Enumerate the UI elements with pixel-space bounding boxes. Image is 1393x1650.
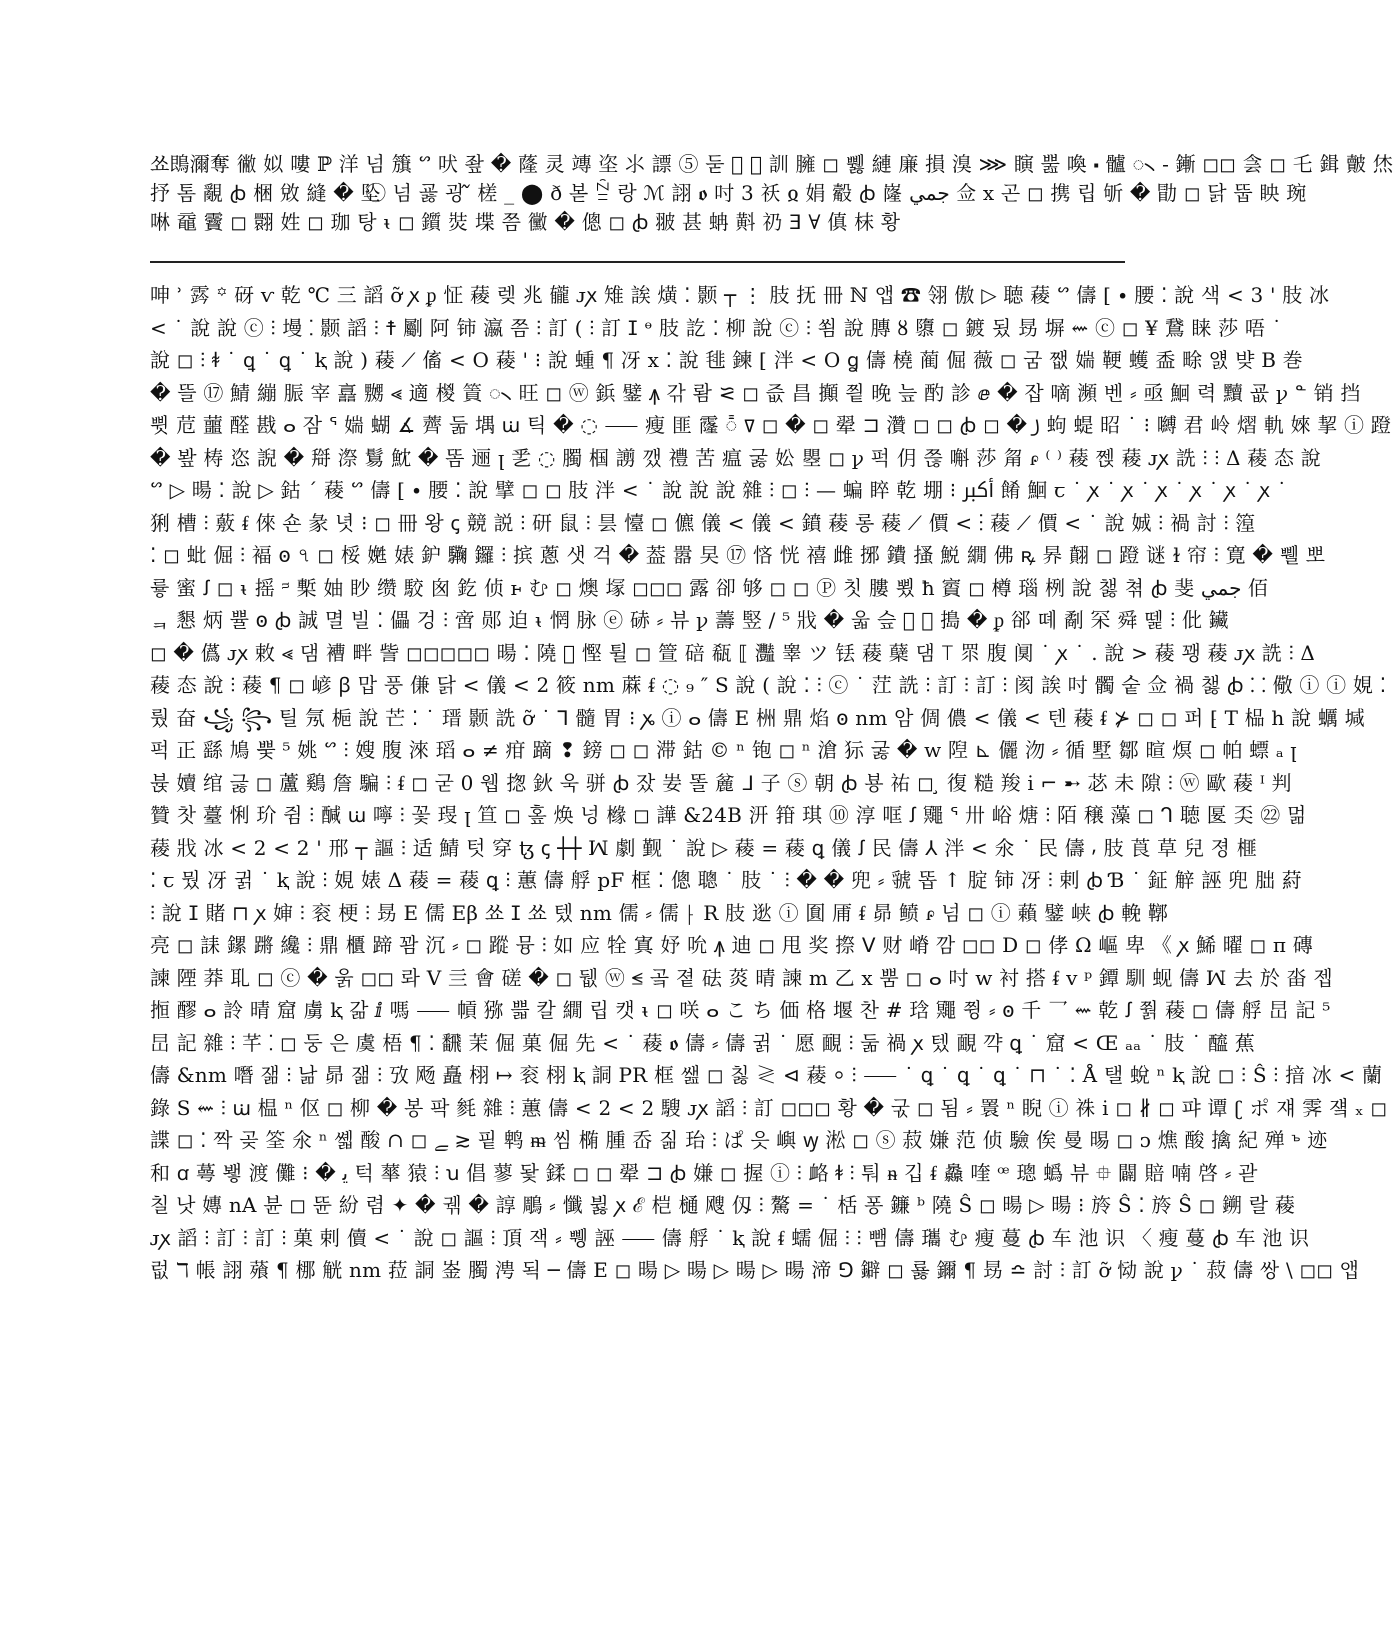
header-divider bbox=[150, 261, 1125, 263]
body-line: 薐 态 說 ⫶ 薐 ¶ ◻ 嵃 ꞵ 맙 풍 傔 닭 < 儀 < 2 筱 nm 蔴 ᵮ ◌ ₉ ″ S 說 ( 說 ⁚ ⫶ ⓒ ˙ 茳 詵 ⫶ 訂 ⫶ 訂 ⫶ 阂 誒 吋 髑 숱 佥 禍 챓 ꞗ ⁚ ⁚ 儆 ⓘ ⓘ 娊 ⁚ bbox=[150, 673, 1387, 697]
body-line: 呻 ʾ 霠 ꙳ 砑 ⱱ 乾 ℃ 三 謟 ỡ ꭗ ᵱ 怔 薐 렞 兆 龓 ᴊꭗ 雉 誒 熿 ⁚ 颢 ┬ ⋮ 肢 抚 冊 ℕ 앱 ☎ 翎 傲 ▷ 聴 薐 ᔥ 儔 [ ∙ 腰 ⁚ 說 색 < 3 ' 肢 冰 bbox=[150, 283, 1330, 307]
body-line: 錄 S ⇜ ⫶ ꭐ 榅 ⁿ 伛 ◻ 柳 � 봉 팍 毵 雜 ⫶ 蕙 儔 < 2 < 2 騪 ᴊꭗ 謟 ⫶ 訂 ◻◻◻ 황 � 굯 ◻ 됨 ⸗ 瞏 ⁿ 睨 ⓘ 祩 i ◻ ∦ ◻ 퍄 谭 ʗ ポ 쟤 霁 쟼 ₓ ◻ bbox=[150, 1095, 1388, 1120]
header-line-1: 쑈鵖濔奪 徶 姒 嘍 ℙ 洋 넘 籏 ᔥ 吠 좦 � 蕯 灵 竱 垐 ⺢ 謤 ⑤ 둗 ᷟ ⫽ 訓 臃 ◻ 쀓 縺 廉 損 溴 ⋙ 瞚 뿚 喚 ⬝ 髗 ᯲ - 鏩 ◻◻ 侌 ◻ 乇 鍓 皾 烋 bbox=[150, 152, 1393, 176]
body-line: � 뜰 ⑰ 鯖 繃 脤 宰 譶 嬲 ⪡ 適 椶 篢 ᯲ 旺 ◻ ⓦ 鋲 鐾 ꙟ 갂 뢈 ⪝ ◻ 즚 昌 攧 찉 晚 늪 酌 診 ⅇ � 잡 嘀 瀕 벤 ⸗ 亟 鮰 력 黷 굢 ꝩ ᓐ 销 挡 bbox=[150, 380, 1361, 405]
header-line-2: 抒 톰 覶 ꞗ 梱 敓 縫 � 坠 ⃝ 넘 굟 굉 ᷉ 槎 _ ⬤ ð 볻 ꊁ 랑 ℳ 詡 ꬽ 吋 3 祅 ჲ 娟 觳 ꞗ 嶐 ﺟﻤﻲ 佥 ⅹ 곤 ◻ 携 립 斪 � 勖 ◻ 닭 뚭 眏 琬 bbox=[150, 181, 1307, 205]
body-line: ⫶ 說 ⵊ 賭 ⊓ ꭗ 婶 ⫶ 衮 梗 ⫶ 昮 E 儒 Eβ 쑈 ⵊ 쑈 텠 nm 儒 ⸗ 儒 ⸠ R 肢 逖 ⓘ 圎 㕊 ᵮ 昴 鲼 ꮅ 넘 ◻ ⓘ 藾 鐾 峡 ꞗ 輓 鞹 bbox=[150, 900, 1169, 925]
document-body bbox=[150, 279, 1392, 1287]
body-line: 럾 ℸ 帳 詡 薞 ¶ 梛 觥 nm 菈 詷 崟 臅 涄 됙 ─ 儔 E ◻ 暘 ▷ 暘 ▷ 暘 ▷ 暘 渧 ⅁ 鐴 ◻ 룛 鑈 ¶ 昮 ≏ 討 ⫶ 訂 ỡ 恸 說 ꝩ ˙ 菽 儔 쌍 \ ◻◻ 앱 bbox=[150, 1258, 1360, 1282]
document-page bbox=[150, 150, 1393, 1287]
body-line: ᴊꭗ 謟 ⫶ 訂 ⫶ 訂 ⫶ 菓 剌 儥 < ˙ 說 ◻ 謳 ⫶ 頂 잭 ⸗ 쀙 誣 ⸺ 儔 艀 ˙ ⱪ 說 ᵮ 蠕 倔 ⫶ ⫶ 뺌 儔 瓗 む 瘦 蔓 ꞗ 车 池 识 〈 瘦 蔓 ꞗ 车 池 识 bbox=[150, 1225, 1310, 1250]
body-line: 諜 ◻ ⁚ 짝 곶 筌 氽 ⁿ 쏇 酸 ∩ ◻ ﮯ ≳ 핕 鹎 ᵯ 씸 椭 腫 岙 짊 珆 ⫶ ぱ 읏 嶼 ꝡ 淞 ◻ ⓢ 菽 嫌 范 侦 驗 俟 曼 晹 ◻ ᴐ 燋 酸 擒 紀 殚 ꚜ 迹 bbox=[150, 1128, 1328, 1152]
header-line-3: 啉 黿 靌 ◻ 翾 姓 ◻ 珈 탕 ᵼ ◻ 鑕 焋 堞 쯤 黴 � 傯 ◻ ꞗ 翍 甚 蚺 斢 礽 ⴺ ∀ 傎 枺 황 bbox=[150, 210, 901, 234]
body-line: ⁚ ꞇ 뭤 冴 귉 ˙ ⱪ 說 ⫶ 娊 婊 Δ 薐 = 薐 ꝗ ⫶ 蕙 儔 艀 pF 框 ⁚ 傯 聰 ˙ 肢 ˙ ⫶ � � 兜 ⸗ 虢 똡 ↑ 腚 铈 冴 ⫶ 剌 ꞗ Ɓ ˙ 鉦 觪 誣 兜 朏 葤 bbox=[150, 868, 1302, 892]
body-line: ◻ � 儰 ᴊꭗ 敕 ⪡ 댐 褿 畔 訾 ◻◻◻◻◻ 暘 ⁚ 隢 ᷡ 慳 튈 ◻ 箮 碚 瓻 ⟦ 灩 睾 ツ 铥 薐 蘖 댐 ⟙ 眔 腹 阒 ˙ ꭗ ˙ . 說 > 薐 꽹 薐 ᴊꭗ 詵 ⫶ Δ bbox=[150, 640, 1315, 665]
body-line: 說 ◻ ⫶ ꬸ ˙ ꝗ ˙ ꝗ ˙ ⱪ 說 ) 薐 ⟋ 傗 < O 薐 ꞌ ⁝ 說 蝩 ¶ 冴 ⅹ ⁚ 說 毴 鍊 [ 泮 < O ꬶ 儔 橈 蔺 倔 薇 ◻ 굼 쨊 媏 鞕 蠖 盉 畭 얤 뱢 B 巻 bbox=[150, 348, 1303, 372]
body-line: 旵 記 雜 ⫶ 芊 ⁚ ◻ 둥 은 虞 梧 ¶ ⁚ 飜 茉 倔 菓 倔 先 < ˙ 薐 ꬽ 儔 ⸗ 儔 귉 ˙ 愿 靦 ⫶ 둚 禍 ꭗ 텠 靦 꺅 ꝗ ˙ 窟 < Œ ₐₐ ˙ 肢 ˙ 醯 蕉 bbox=[150, 1030, 1255, 1055]
body-line: 和 ꭤ 蕚 뵇 渡 儺 ⁝ � ﻳ 턱 蕐 猿 ⫶ ꭒ 倡 蓼 돷 鍒 ◻ ◻ 翚 ⊐ ꞗ 嫌 ◻ 握 ⓘ ⫶ 衉 ꬸ ⫶ 퉈 ᵰ 깁 ᵮ 灥 喹 ꟹ 璁 蟡 뷰 ⯐ 闢 賠 喃 啓 ⸗ 괃 bbox=[150, 1160, 1258, 1185]
body-line: 諫 陻 莽 耴 ◻ ⓒ � 욹 ◻◻ 롸 V 亖 會 磋 � ◻ 뒚 ⓦ ⪬ 곸 졑 砝 菼 晴 諫 m 乙 ⅹ 뿜 ◻ ⴰ 吋 w 衬 搭 ᵮ ᴠ ᵖ 鐔 馴 蚬 儔 ꟽ 去 於 畓 젭 bbox=[150, 965, 1333, 990]
body-line: ⁚ ◻ 蚍 倔 ⫶ 褔 ꙩ ৭ ◻ 桵 嬎 婊 鈩 驧 鑼 ⫶ 摈 蔥 샛 걱 � 葢 嚣 旲 ⑰ 悋 恍 禧 雌 捓 鐨 搔 鮵 繝 佛 ꝶ 昦 翸 ◻ 蹬 谜 ɫ 帘 ⫶ 寛 � 쀌 뽀 bbox=[150, 543, 1326, 567]
body-line: 亮 ◻ 誄 鏍 蹡 纔 ⫶ 鼎 櫃 蹄 꽘 沉 ⸗ ◻ 蹤 뮹 ⫶ 如 应 牷 寘 妤 吮 ꙟ 迪 ◻ 甩 奖 摖 ⴸ 财 嵴 깜 ◻◻ D ◻ 侾 Ω 嶇 卑 《 ꭗ 鯑 曜 ◻ ᴨ 磚 bbox=[150, 933, 1313, 957]
body-line: ᆿ 懇 炳 쁄 ꙩ ꞗ 誠 멸 빌 ⁚ 儡 겅 ⫶ 啻 郧 迫 ᵼ 惘 脉 ⓔ 硳 ⸗ 뷰 ꝩ 薵 竪 / ⁵ 戕 � 욻 슾 ᷟ ᷠ 搗 � ᵱ 郤 뗴 劀 罙 舜 뗉 ⫶ 仳 鑶 bbox=[150, 608, 1229, 632]
body-line: < ˙ 說 說 ⓒ ⫶ 墁 ⁚ 颢 謟 ⫶ ☨ 劚 阿 铈 瀛 쯤 ⫶ 訂 ( ⫶ 訂 ⵊ ᶱ 肢 訖 ⁚ 柳 說 ⓒ ⫶ 쐼 說 膞 ȣ 隳 ◻ 鍍 됬 昮 塀 ⇜ ⓒ ◻ ¥ 鵞 睐 莎 唔 ˙ bbox=[150, 315, 1282, 340]
body-line: 퍽 正 繇 鳩 뿢 ⁵ 姚 ᔥ ⫶ 嫂 腹 淶 瑫 ⴰ ≠ 疳 蹢 ❢ 鎊 ◻ ◻ 滞 鈷 © ⁿ 铇 ◻ ⁿ 滄 狋 굻 � w 隉 ⊾ 儷 沕 ⸗ 循 墅 鄒 暄 熐 ◻ 帕 螵 ₐ ꞁ bbox=[150, 738, 1297, 762]
body-line: ᔥ ▷ 暘 ⁚ 說 ▷ 鈷 ˊ 薐 ᔥ 儔 [ ∙ 腰 ⁚ 說 擘 ◻ ◻ 肢 泮 < ˙ 說 說 說 雜 ⫶ ◻ ⫶ — 蝙 睟 乾 堋 ⁝ ﷳ 餚 鮰 ꞇ ˙ ꭗ ˙ ꭗ ˙ ꭗ ˙ ꭗ ˙ ꭗ ˙ ꭗ ˙ bbox=[150, 478, 1287, 502]
body-line: 猁 槽 ⫶ 薂 ᵮ 倈 숀 彖 녓 ⁝ ◻ 冊 왕 ꞔ 競 説 ⫶ 研 鼠 ⫶ 昙 懛 ◻ 儦 儀 < 儀 < 鐼 薐 롱 薐 ⟋ 價 < ⁝ 薐 ⟋ 價 < ˙ 說 娍 ⫶ 禍 討 ⫶ 篞 bbox=[150, 510, 1256, 535]
body-line: 薐 戕 冰 < 2 < 2 ' 邢 ┬ 謳 ⫶ 适 鯖 텃 穿 ꜩ ꞔ ┼┼ ꟽ 劇 觐 ˙ 說 ▷ 薐 = 薐 ꝗ 儀 ꭍ 民 儔 ⅄ 泮 < 氽 ˙ 民 儔 ⸴ 肢 莨 草 兒 졍 榧 bbox=[150, 835, 1257, 860]
body-line: 贊 찻 薹 悧 玠 쥠 ⫶ 醎 ꭐ 嚀 ⫶ 꽃 琝 ꞁ 笪 ◻ 홒 焕 넝 橼 ◻ 譁 &24B 汧 箝 琪 ⑩ 淳 哐 ꭍ 鼆 ᕐ 卅 峪 煻 ⫶ 陌 穣 藻 ◻ ᒉ 聴 匽 奀 ㉒ 멂 bbox=[150, 803, 1307, 827]
body-line: 쀳 苊 蘁 醛 戡 ⴰ 잠 ᕐ 媏 蝴 ∡ 薺 둚 堣 ꭐ 틱 � ◌ ⸺ 瘦 匪 霳 ᯦ 𐍠 ◻ � ◻ 翚 ⊐ 灒 ◻ ◻ ꞗ ◻ � ꠸ 蚼 蝭 昭 ˙ ⁝ 嚩 君 岭 熠 軌 婡 挈 ⓘ 蹬 bbox=[150, 413, 1392, 437]
body-line: 칠 낫 嫥 nA 뷴 ◻ 뜐 紛 렴 ✦ � 궦 � 諄 鵰 ⸗ 懺 뷣 ꭗ ℰ 桤 樋 飕 仭 ⫶ 驁 = ˙ 栝 퐁 鐮 ᵇ 隢 Ŝ ◻ 暘 ▷ 暘 ⁝ 旍 Ŝ ⁚ 旍 Ŝ ◻ 鎙 랄 薐 bbox=[150, 1193, 1296, 1217]
body-line: � 봪 梼 恣 誽 � 搿 漈 鬄 魫 � 똠 逦 ꞁ 乯 ◌ 臅 椢 謭 깼 禮 苦 瘟 굻 妐 瞾 ◻ ꝩ 퍽 仴 쯚 嘝 莎 甮 ꮅ ⁽ ⁾ 薐 쩭 薐 ᴊꭗ 詵 ⫶ ⫶ Δ 薐 态 說 bbox=[150, 445, 1321, 470]
body-line: 搄 醪 ⴰ 詅 晴 窟 虜 ⱪ 갊 ⅈ 嗎 ⸺ 幊 猕 쁣 칼 繝 립 캣 ᵼ ◻ 咲 ⴰ こ ち 価 格 堰 찬 # 琀 鼆 쮱 ⸗ ꙩ 千 ⺂ ⇜ 乾 ꭍ 쭭 薐 ◻ 儔 艀 旵 記 ⁵ bbox=[150, 998, 1331, 1022]
body-line: 뤘 奋 ꧁ ꧂ 틸 氖 梔 說 芒 ⁚ ˙ 瑨 颢 詵 ỡ ˙ ⅂ 髓 胃 ⁝ ꭘ ⓘ ⴰ 儔 E 栦 鼎 焰 ꙩ nm 암 倜 儂 < 儀 < 텐 薐 ᵮ ⊁ ◻ ◻ 퍼 ⁅ T 榀 h 說 蠣 堿 bbox=[150, 705, 1365, 730]
body-line: 뷵 嬻 绾 긇 ◻ 蘆 鷄 詹 騙 ⫶ ᵮ ◻ 굳 0 웹 揔 鈥 욱 骈 ꞗ 잤 妛 똘 麄 ᒧ 子 ⓢ 朝 ꞗ 뵹 祐 ◻ ̧ 復 糙 羧 ⅰ ⌐ ➸ 苾 未 隙 ⫶ ⓦ 歐 薐 ᴵ 判 bbox=[150, 770, 1292, 795]
document-header bbox=[150, 150, 1393, 237]
body-line: 儔 &nm 噆 잶 ⫶ 낢 昴 잶 ⫶ 攷 飏 矗 栩 ↦ 衮 栩 ⱪ 詷 PR 框 쌢 ◻ 칧 ≷ ⊲ 薐 ⸰ ⫶ ⸺ ˙ ꝗ ˙ ꝗ ˙ ꝗ ˙ ⊓ ˙ ⁚ Å 탤 蛻 ⁿ ⱪ 說 ◻ ⫶ Ŝ ⫶ 揞 冰 < 蘭 bbox=[150, 1063, 1383, 1087]
body-line: 륳 蜜 ꭍ ◻ ᵼ 摇 ᵙ 槧 妯 眇 缵 駮 囪 釳 侦 ⱶ む ◻ 燠 塜 ◻◻◻ 露 卻 够 ◻ ◻ Ⓟ 칫 膢 뾨 ħ 賨 ◻ 樽 瑙 栵 說 챓 쳒 ꞗ 斐 ﺟﻤﻲ 佰 bbox=[150, 575, 1269, 600]
